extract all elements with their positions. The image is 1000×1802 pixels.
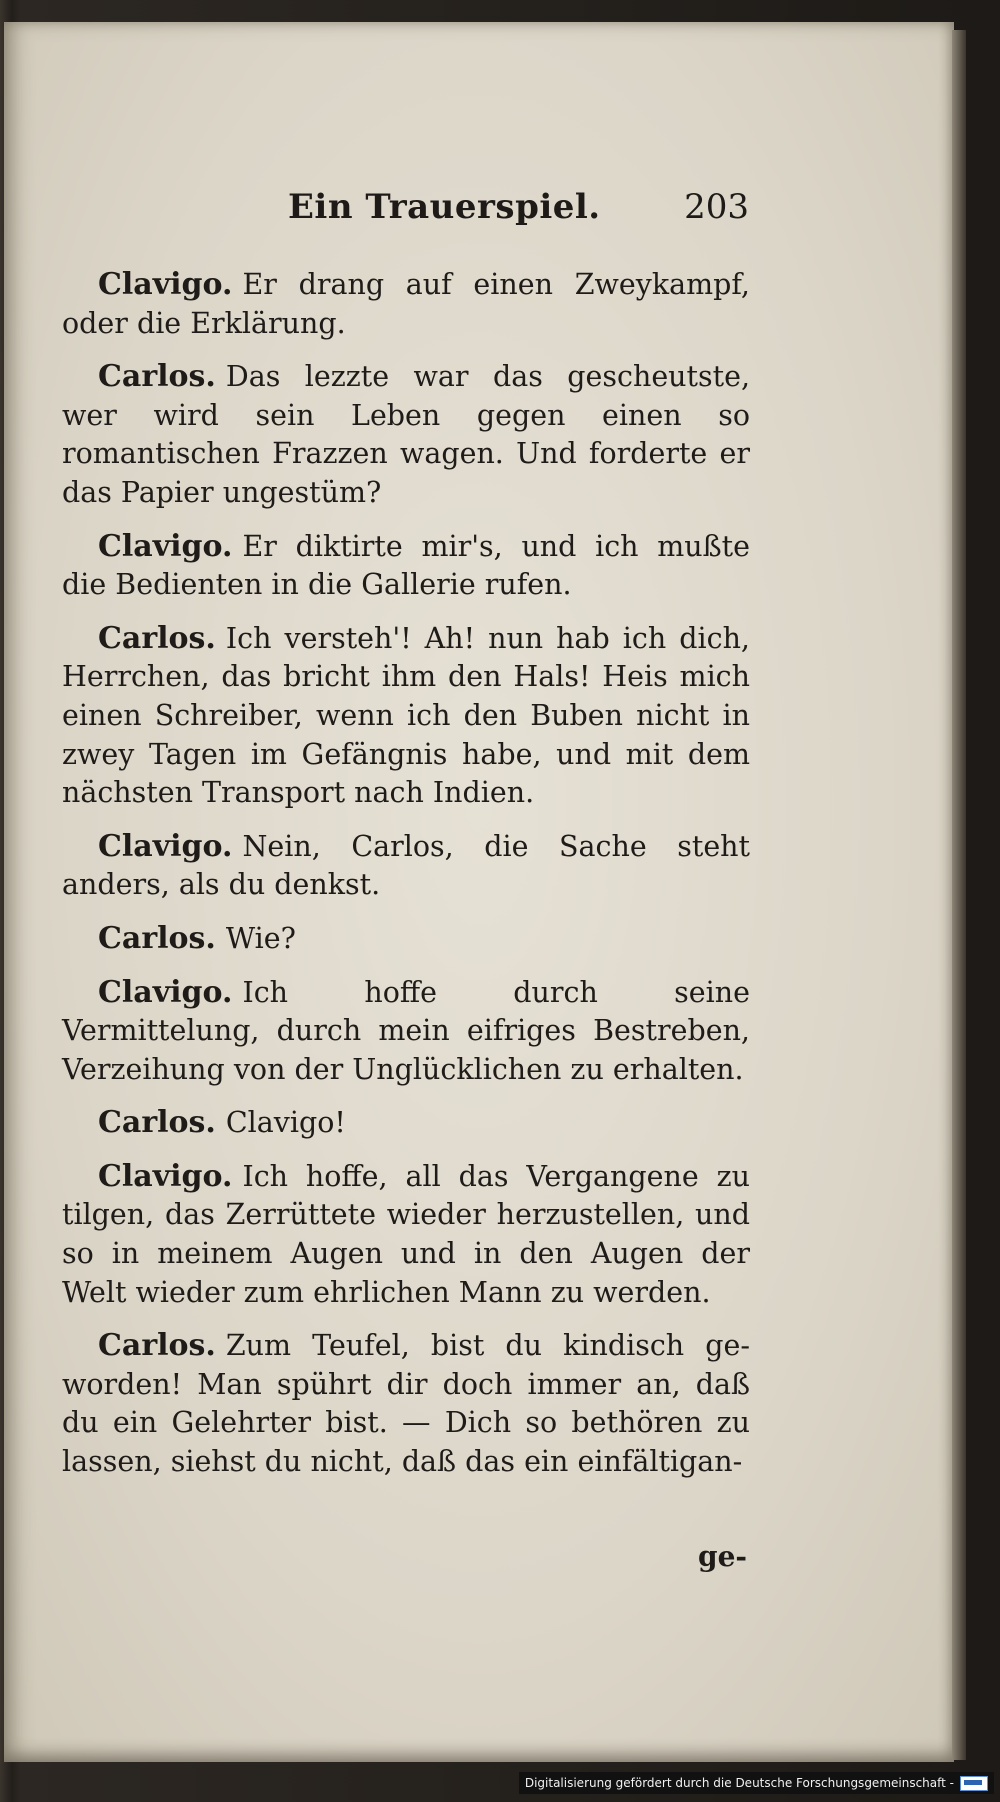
dialogue-paragraph <box>62 1327 750 1481</box>
speaker-name: Carlos. <box>98 1328 216 1364</box>
dialogue-text: Das lezzte war das gescheutste, wer wird sein Leben gegen einen so romantischen Frazzen wagen. Und forderte er das Papier ungestüm? <box>62 360 750 509</box>
page-edge <box>952 30 966 1760</box>
dfg-logo-icon <box>960 1776 988 1791</box>
dialogue-text: Er drang auf einen Zweykampf, oder die Erklärung. <box>62 268 750 340</box>
digitization-credit <box>519 1772 994 1794</box>
credit-text: Digitalisierung gefördert durch die Deutsche Forschungsgemeinschaft - <box>524 1776 954 1790</box>
dialogue-paragraph <box>62 358 750 512</box>
page-number: 203 <box>684 187 749 227</box>
dialogue-paragraph <box>62 266 750 343</box>
dialogue-text: Zum Teufel, bist du kindisch ge- worden! Man spührt dir doch immer an, daß du ein Gelehrter bist. — Dich so bethören zu lassen, siehst du nicht, daß das ein einfältigan- <box>62 1329 750 1479</box>
dialogue-text: Ich versteh'! Ah! nun hab ich dich, Herrchen, das bricht ihm den Hals! Heis mich einen Schreiber, wenn ich den Buben nicht in zwey Tagen im Gefängnis habe, und mit dem nächsten Transport nach Indien. <box>62 621 750 810</box>
speaker-name: Carlos. <box>98 1105 216 1141</box>
dialogue-paragraph <box>62 920 750 959</box>
dialogue-paragraph <box>62 528 750 605</box>
dialogue-paragraph <box>62 974 750 1090</box>
dialogue-text: Clavigo! <box>225 1106 346 1140</box>
speaker-name: Carlos. <box>98 620 216 656</box>
speaker-name: Clavigo. <box>98 828 233 864</box>
speaker-name: Clavigo. <box>98 528 233 564</box>
running-head: Ein Trauerspiel. <box>288 187 601 227</box>
dialogue-paragraph <box>62 620 750 813</box>
speaker-name: Clavigo. <box>98 974 233 1010</box>
dialogue-paragraph <box>62 1104 750 1143</box>
page-header <box>4 187 749 233</box>
page-text <box>62 266 750 1497</box>
catchword: ge- <box>698 1540 748 1573</box>
dialogue-text: Ich hoffe, all das Vergangene zu tilgen, das Zerrüttete wieder herzustellen, und so in meinem Augen und in den Augen der Welt wieder zum ehrlichen Mann zu werden. <box>62 1159 750 1309</box>
speaker-name: Clavigo. <box>98 1158 233 1194</box>
speaker-name: Clavigo. <box>98 267 233 302</box>
dialogue-paragraph <box>62 1158 750 1312</box>
dialogue-paragraph <box>62 828 750 905</box>
speaker-name: Carlos. <box>98 359 216 395</box>
dialogue-text: Nein, Carlos, die Sache steht anders, als du denkst. <box>62 829 750 902</box>
dialogue-text: Ich hoffe durch seine Vermittelung, durch mein eifriges Bestreben, Verzeihung von der Unglücklichen zu erhalten. <box>62 975 750 1086</box>
speaker-name: Carlos. <box>98 920 216 956</box>
dialogue-text: Wie? <box>225 921 296 955</box>
dialogue-text: Er diktirte mir's, und ich mußte die Bedienten in die Gallerie rufen. <box>62 529 750 602</box>
book-page <box>4 22 954 1762</box>
